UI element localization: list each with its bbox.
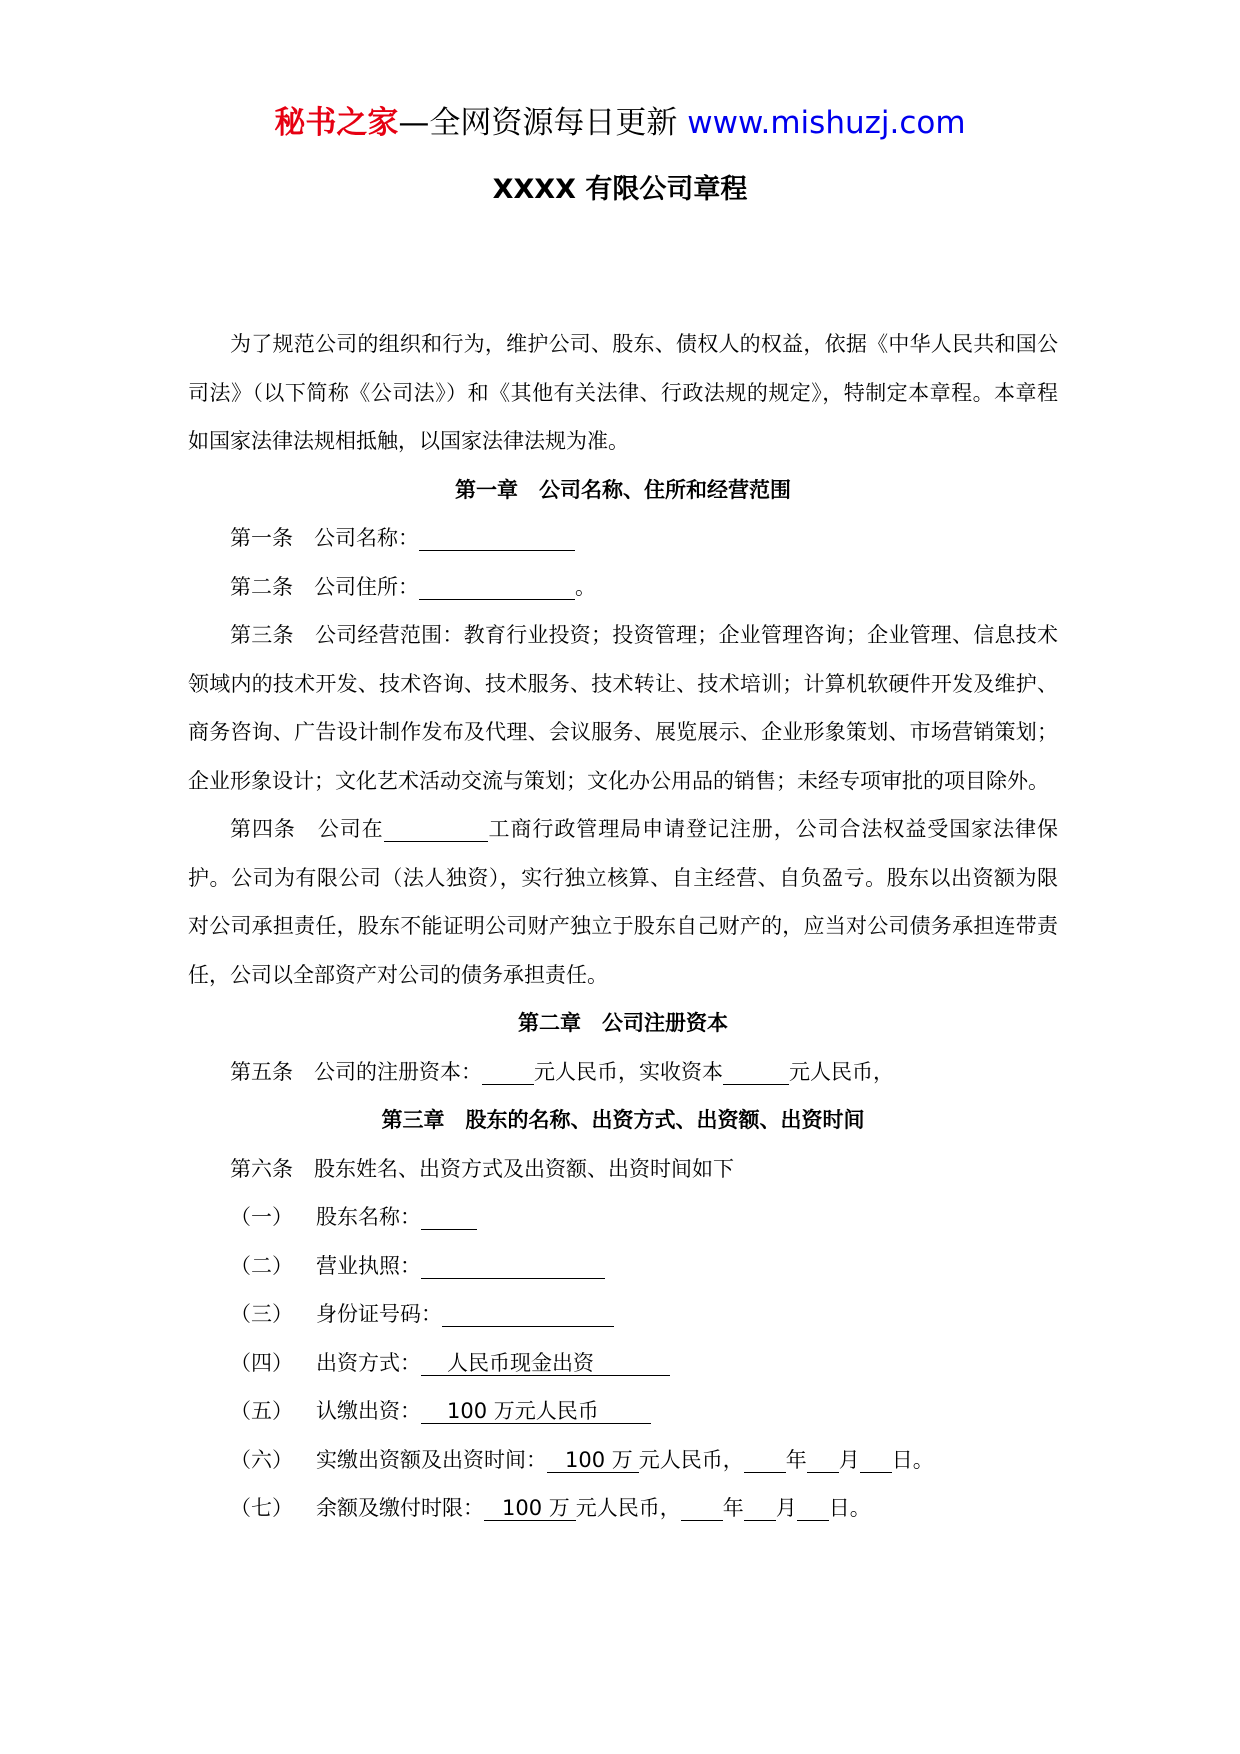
article3: 第三条 公司经营范围：教育行业投资；投资管理；企业管理咨询；企业管理、信息技术领域内的技术开发、技术咨询、技术服务、技术转让、技术培训；计算机软硬件开发及维护、商务咨询、广告设计制作发布及代理、会议服务、展览展示、企业形象策划、市场营销策划；企业形象设计；文化艺术活动交流与策划；文化办公用品的销售；未经专项审批的项目除外。 [188, 623, 1058, 793]
balance-month-blank [744, 1496, 776, 1521]
balance-amount-value: 100 万 [484, 1496, 576, 1521]
item-5 [188, 1387, 1058, 1436]
paid-year-label: 年 [785, 1447, 807, 1472]
chapter1-heading: 第一章 公司名称、住所和经营范围 [455, 477, 791, 502]
item-5-num: （五） [230, 1399, 293, 1423]
balance-day-label: 日。 [828, 1496, 871, 1520]
item-7-num: （七） [230, 1496, 293, 1520]
banner-url-link[interactable]: www.mishuzj.com [687, 105, 966, 141]
company-address-blank [419, 575, 575, 600]
item-1-num: （一） [230, 1205, 293, 1229]
document-title: XXXX 有限公司章程 [492, 174, 748, 205]
balance-month-label: 月 [775, 1496, 797, 1520]
item-4-label: 出资方式： [316, 1350, 421, 1375]
article2-label: 第二条 公司住所： [230, 574, 419, 599]
paid-day-label: 日。 [891, 1447, 934, 1472]
item-2-label: 营业执照： [316, 1253, 421, 1278]
article6: 第六条 股东姓名、出资方式及出资额、出资时间如下 [230, 1156, 734, 1181]
item-7 [188, 1484, 1058, 1533]
balance-day-blank [797, 1496, 829, 1521]
item-1-label: 股东名称： [316, 1205, 421, 1229]
subscribed-capital-value: 100 万元人民币 [421, 1399, 651, 1424]
item-6-num: （六） [230, 1447, 293, 1472]
shareholder-name-blank [421, 1205, 477, 1230]
item-2-num: （二） [230, 1253, 293, 1278]
paid-month-label: 月 [838, 1447, 860, 1472]
company-name-blank [419, 526, 575, 551]
article5-c: 元人民币， [789, 1059, 894, 1084]
paid-amount-unit: 元人民币， [638, 1447, 744, 1472]
business-license-blank [421, 1254, 605, 1279]
chapter2-heading: 第二章 公司注册资本 [518, 1011, 728, 1035]
item-1 [188, 1193, 1058, 1242]
balance-year-blank [681, 1496, 723, 1521]
item-3-num: （三） [230, 1302, 293, 1326]
balance-year-label: 年 [722, 1496, 744, 1520]
item-4 [188, 1339, 1058, 1388]
article4-prefix: 第四条 公司在 [230, 817, 384, 841]
site-banner [0, 102, 1240, 144]
article5-b: 元人民币，实收资本 [534, 1059, 723, 1084]
paid-amount-value: 100 万 [547, 1448, 639, 1473]
registered-capital-blank [482, 1060, 534, 1085]
item-7-label: 余额及缴付时限： [316, 1496, 484, 1520]
paid-year-blank [744, 1448, 786, 1473]
item-6-label: 实缴出资额及出资时间： [316, 1447, 547, 1472]
contribution-method-value: 人民币现金出资 [421, 1351, 670, 1376]
article1 [188, 514, 1058, 563]
article5-a: 第五条 公司的注册资本： [230, 1059, 482, 1084]
banner-slogan: —全网资源每日更新 [398, 105, 688, 141]
article5 [188, 1048, 1058, 1097]
banner-brand: 秘书之家 [274, 105, 399, 141]
paid-day-blank [860, 1448, 892, 1473]
article4 [188, 805, 1058, 999]
item-6 [188, 1436, 1058, 1485]
chapter3-heading: 第三章 股东的名称、出资方式、出资额、出资时间 [381, 1108, 865, 1132]
item-4-num: （四） [230, 1350, 293, 1375]
balance-amount-unit: 元人民币， [575, 1496, 681, 1520]
id-number-blank [442, 1302, 614, 1327]
article2-suffix: 。 [575, 574, 596, 599]
article4-rest: 工商行政管理局申请登记注册，公司合法权益受国家法律保护。公司为有限公司（法人独资），实行独立核算、自主经营、自负盈亏。股东以出资额为限对公司承担责任，股东不能证明公司财产独立于股东自己财产的，应当对公司债务承担连带责任，公司以全部资产对公司的债务承担责任。 [188, 817, 1058, 987]
article2 [188, 563, 1058, 612]
paid-in-capital-blank [723, 1060, 789, 1085]
item-3-label: 身份证号码： [316, 1302, 442, 1326]
item-5-label: 认缴出资： [316, 1399, 421, 1423]
article1-label: 第一条 公司名称： [230, 526, 419, 550]
item-2 [188, 1242, 1058, 1291]
document-body [188, 320, 1058, 1533]
paid-month-blank [807, 1448, 839, 1473]
item-3 [188, 1290, 1058, 1339]
intro-paragraph: 为了规范公司的组织和行为，维护公司、股东、债权人的权益，依据《中华人民共和国公司法》（以下简称《公司法》）和《其他有关法律、行政法规的规定》，特制定本章程。本章程如国家法律法规相抵触，以国家法律法规为准。 [188, 332, 1058, 453]
registration-office-blank [384, 817, 488, 842]
